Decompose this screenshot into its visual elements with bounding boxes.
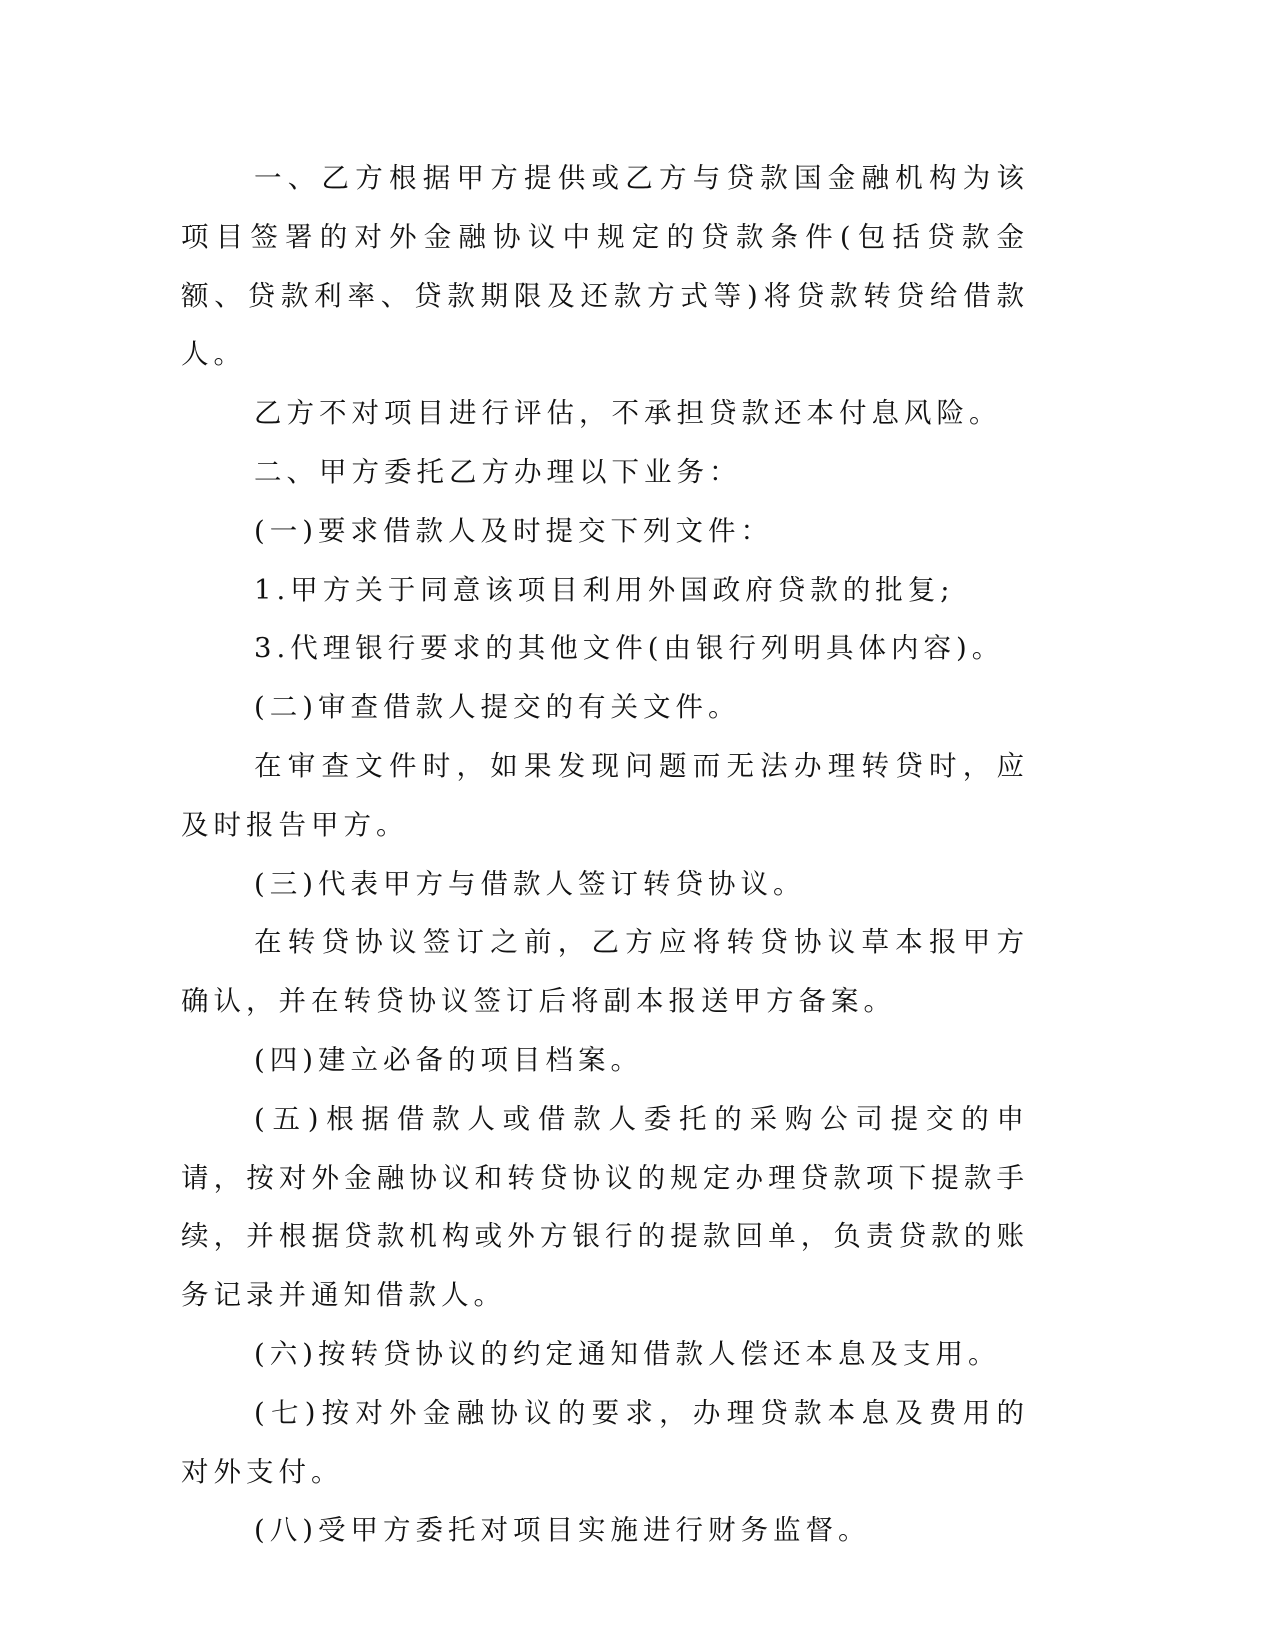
- paragraph-6: 3.代理银行要求的其他文件(由银行列明具体内容)。: [254, 632, 1005, 665]
- paragraph-13: (六)按转贷协议的约定通知借款人偿还本息及支用。: [254, 1337, 1001, 1370]
- paragraph-1: 一、乙方根据甲方提供或乙方与贷款国金融机构为该项目签署的对外金融协议中规定的贷款条件(包括贷款金额、贷款利率、贷款期限及还款方式等)将贷款转贷给借款人。: [181, 162, 1029, 371]
- paragraph-12: (五)根据借款人或借款人委托的采购公司提交的申请，按对外金融协议和转贷协议的规定办理贷款项下提款手续，并根据贷款机构或外方银行的提款回单，负责贷款的账务记录并通知借款人。: [181, 1102, 1029, 1312]
- paragraph-7: (二)审查借款人提交的有关文件。: [254, 691, 741, 724]
- paragraph-11: (四)建立必备的项目档案。: [254, 1043, 643, 1076]
- paragraph-15: (八)受甲方委托对项目实施进行财务监督。: [254, 1514, 871, 1547]
- paragraph-8: 在审查文件时，如果发现问题而无法办理转贷时，应及时报告甲方。: [181, 749, 1029, 841]
- paragraph-5: 1.甲方关于同意该项目利用外国政府贷款的批复;: [254, 573, 955, 606]
- document-body: [181, 149, 1029, 1560]
- paragraph-9: (三)代表甲方与借款人签订转贷协议。: [254, 867, 806, 900]
- paragraph-2: 乙方不对项目进行评估，不承担贷款还本付息风险。: [254, 397, 1002, 430]
- paragraph-10: 在转贷协议签订之前，乙方应将转贷协议草本报甲方确认，并在转贷协议签订后将副本报送甲方备案。: [181, 926, 1029, 1018]
- paragraph-14: (七)按对外金融协议的要求，办理贷款本息及费用的对外支付。: [181, 1396, 1029, 1488]
- paragraph-3: 二、甲方委托乙方办理以下业务：: [254, 455, 742, 488]
- paragraph-4: (一)要求借款人及时提交下列文件：: [254, 514, 773, 547]
